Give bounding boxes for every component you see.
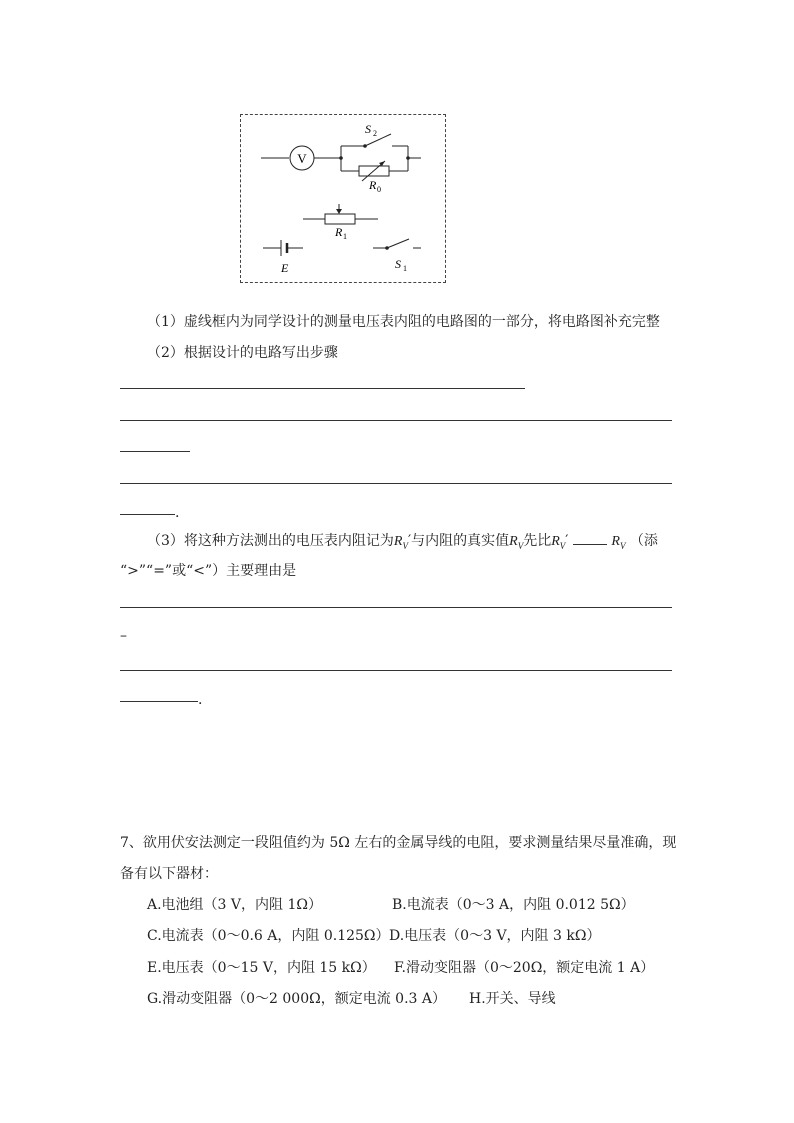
period: . [175, 505, 180, 521]
option-d: D.电压表（0～3 V，内阻 3 kΩ） [389, 928, 601, 944]
option-f: F.滑动变阻器（0～20Ω，额定电流 1 A） [394, 960, 655, 976]
q7-line1: 7、欲用伏安法测定一段阻值约为 5Ω 左右的金属导线的电阻，要求测量结果尽量准确，现 [120, 835, 677, 851]
s2-label: S [365, 122, 371, 136]
q7-line2: 备有以下器材： [120, 866, 218, 882]
circuit-diagram [241, 115, 447, 284]
q6-part3-line2: “>”“=”或“<”）主要理由是 [120, 563, 297, 579]
option-b: B.电流表（0～3 A，内阻 0.012 5Ω） [392, 897, 635, 913]
option-g: G.滑动变阻器（0～2 000Ω，额定电流 0.3 A） [147, 991, 447, 1007]
answer-line[interactable] [120, 607, 672, 608]
q6-part3-mid1: 与内阻的真实值 [411, 533, 510, 549]
answer-line[interactable] [120, 420, 672, 421]
answer-line[interactable] [120, 483, 672, 484]
option-a: A.电池组（3 V，内阻 1Ω） [147, 897, 322, 913]
dash: – [120, 628, 127, 644]
battery-label: E [281, 261, 289, 275]
r1-sub: 1 [343, 232, 347, 241]
s1-switch-icon [387, 239, 409, 248]
q6-part3: （3）将这种方法测出的电压表内阻记为$R_V'$与内阻的真实值$R_V$先比$R_V'$ $R_V$ （添 [147, 533, 658, 551]
answer-line[interactable] [120, 451, 190, 452]
s2-sub: 2 [373, 129, 377, 138]
answer-line[interactable] [120, 514, 175, 515]
q6-part3-prefix: （3）将这种方法测出的电压表内阻记为 [147, 533, 394, 549]
q6-part1: （1）虚线框内为同学设计的测量电压表内阻的电路图的一部分，将电路图补充完整 [147, 314, 660, 330]
q6-part2: （2）根据设计的电路写出步骤 [147, 345, 338, 361]
answer-line[interactable] [120, 701, 198, 702]
option-e: E.电压表（0～15 V，内阻 15 kΩ） [147, 960, 376, 976]
r1-rheostat-icon [325, 214, 355, 224]
compare-blank[interactable] [573, 532, 607, 545]
option-c: C.电流表（0～0.6 A，内阻 0.125Ω） [147, 928, 390, 944]
period: . [198, 692, 203, 708]
s1-label: S [395, 257, 401, 271]
q6-part3-end: （添 [629, 533, 658, 549]
rv-symbol: R [393, 534, 403, 549]
s1-sub: 1 [403, 264, 407, 273]
circuit-diagram-frame [240, 114, 446, 283]
r0-sub: 0 [377, 185, 381, 194]
r1-label: R [335, 225, 343, 239]
answer-line[interactable] [120, 388, 525, 389]
q6-part3-mid2: 先比 [523, 533, 552, 549]
option-h: H.开关、导线 [469, 991, 556, 1007]
voltmeter-label: V [297, 151, 307, 166]
answer-line[interactable] [120, 670, 672, 671]
r0-label: R [369, 178, 377, 192]
